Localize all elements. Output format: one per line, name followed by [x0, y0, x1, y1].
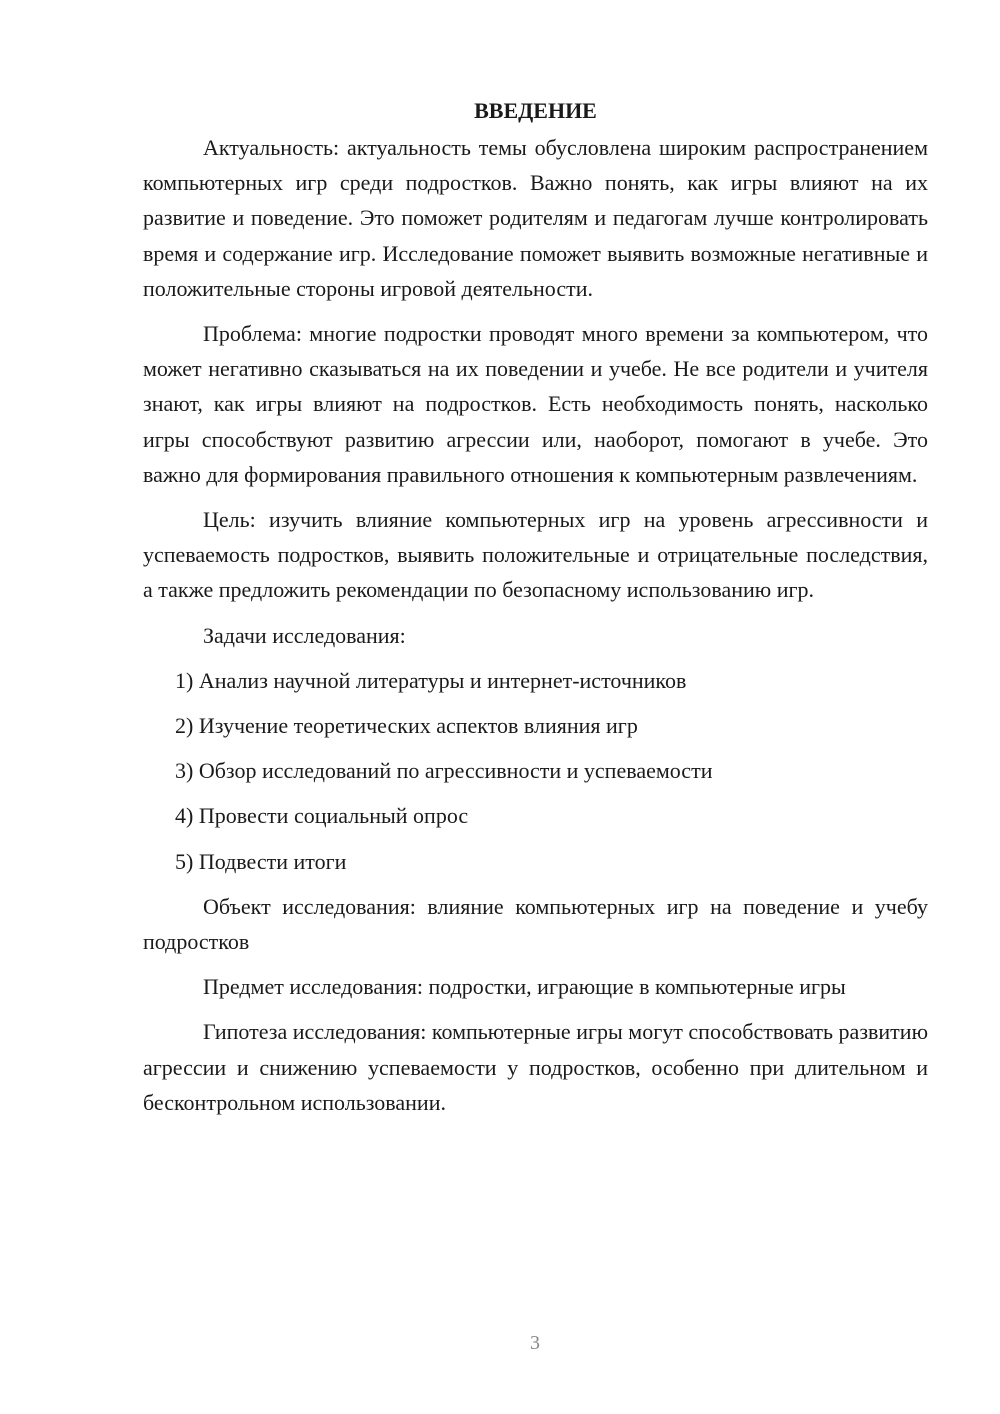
page-title: ВВЕДЕНИЕ	[474, 98, 597, 123]
list-item: 2) Изучение теоретических аспектов влияния игр	[175, 713, 638, 739]
task-list	[143, 663, 928, 879]
list-item: 5) Подвести итоги	[175, 848, 347, 874]
hypothesis-paragraph: Гипотеза исследования: компьютерные игры могут способствовать развитию агрессии и снижению успеваемости у подростков, особенно при длительном и бесконтрольном использовании.	[143, 1019, 928, 1115]
page-number: 3	[530, 1332, 540, 1354]
tasks-heading: Задачи исследования:	[203, 622, 406, 648]
relevance-paragraph: Актуальность: актуальность темы обусловлена широким распространением компьютерных игр среди подростков. Важно понять, как игры влияют на их развитие и поведение. Это поможет родителям и педагогам лучше контролировать время и содержание игр. Исследование поможет выявить возможные негативные и положительные стороны игровой деятельности.	[143, 135, 928, 301]
list-item: 4) Провести социальный опрос	[175, 803, 469, 829]
object-paragraph: Объект исследования: влияние компьютерных игр на поведение и учебу подростков	[143, 893, 928, 955]
list-item: 1) Анализ научной литературы и интернет-источников	[175, 667, 687, 693]
document-page	[143, 96, 928, 1130]
subject-paragraph: Предмет исследования: подростки, играющие в компьютерные игры	[203, 974, 846, 1000]
goal-paragraph: Цель: изучить влияние компьютерных игр на уровень агрессивности и успеваемость подростков, выявить положительные и отрицательные последствия, а также предложить рекомендации по безопасному использованию игр.	[143, 507, 928, 603]
problem-paragraph: Проблема: многие подростки проводят много времени за компьютером, что может негативно сказываться на их поведении и учебе. Не все родители и учителя знают, как игры влияют на подростков. Есть необходимость понять, насколько игры способствуют развитию агрессии или, наоборот, помогают в учебе. Это важно для формирования правильного отношения к компьютерным развлечениям.	[143, 321, 928, 487]
list-item: 3) Обзор исследований по агрессивности и успеваемости	[175, 758, 713, 784]
